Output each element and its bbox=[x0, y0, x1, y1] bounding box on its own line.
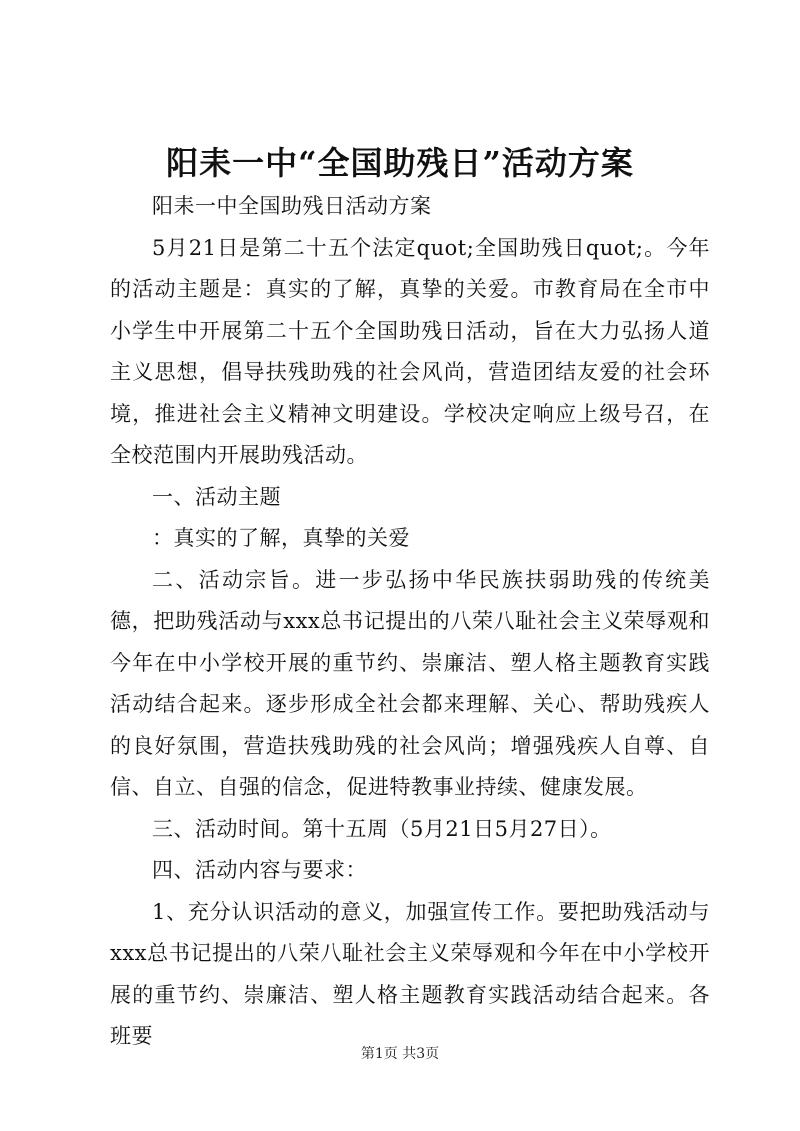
paragraph-intro: 5月21日是第二十五个法定quot;全国助残日quot;。今年的活动主题是：真实的了解，真挚的关爱。市教育局在全市中小学生中开展第二十五个全国助残日活动，旨在大力弘扬人道主义思想，倡导扶残助残的社会风尚，营造团结友爱的社会环境，推进社会主义精神文明建设。学校决定响应上级号召，在全校范围内开展助残活动。 bbox=[110, 235, 710, 467]
document-body bbox=[110, 186, 710, 1058]
paragraph-section-4-heading: 四、活动内容与要求： bbox=[152, 858, 367, 882]
document-title: 阳耒一中“全国助残日”活动方案 bbox=[166, 144, 634, 182]
paragraph-theme: ：真实的了解，真挚的关爱 bbox=[152, 526, 410, 550]
paragraph-section-3: 三、活动时间。第十五周（5月21日5月27日）。 bbox=[152, 816, 612, 841]
paragraph-section-1-heading: 一、活动主题 bbox=[152, 484, 281, 509]
page-footer: 第1页 共3页 bbox=[360, 1046, 440, 1062]
paragraph-section-2: 二、活动宗旨。进一步弘扬中华民族扶弱助残的传统美德，把助残活动与xxx总书记提出的八荣八耻社会主义荣辱观和今年在中小学校开展的重节约、崇廉洁、塑人格主题教育实践活动结合起来。逐步形成全社会都来理解、关心、帮助残疾人的良好氛围，营造扶残助残的社会风尚；增强残疾人自尊、自信、自立、自强的信念，促进特教事业持续、健康发展。 bbox=[110, 567, 710, 799]
paragraph-subtitle: 阳耒一中全国助残日活动方案 bbox=[152, 194, 432, 218]
paragraph-item-1: 1、充分认识活动的意义，加强宣传工作。要把助残活动与xxx总书记提出的八荣八耻社会主义荣辱观和今年在中小学校开展的重节约、崇廉洁、塑人格主题教育实践活动结合起来。各班要 bbox=[110, 899, 710, 1048]
